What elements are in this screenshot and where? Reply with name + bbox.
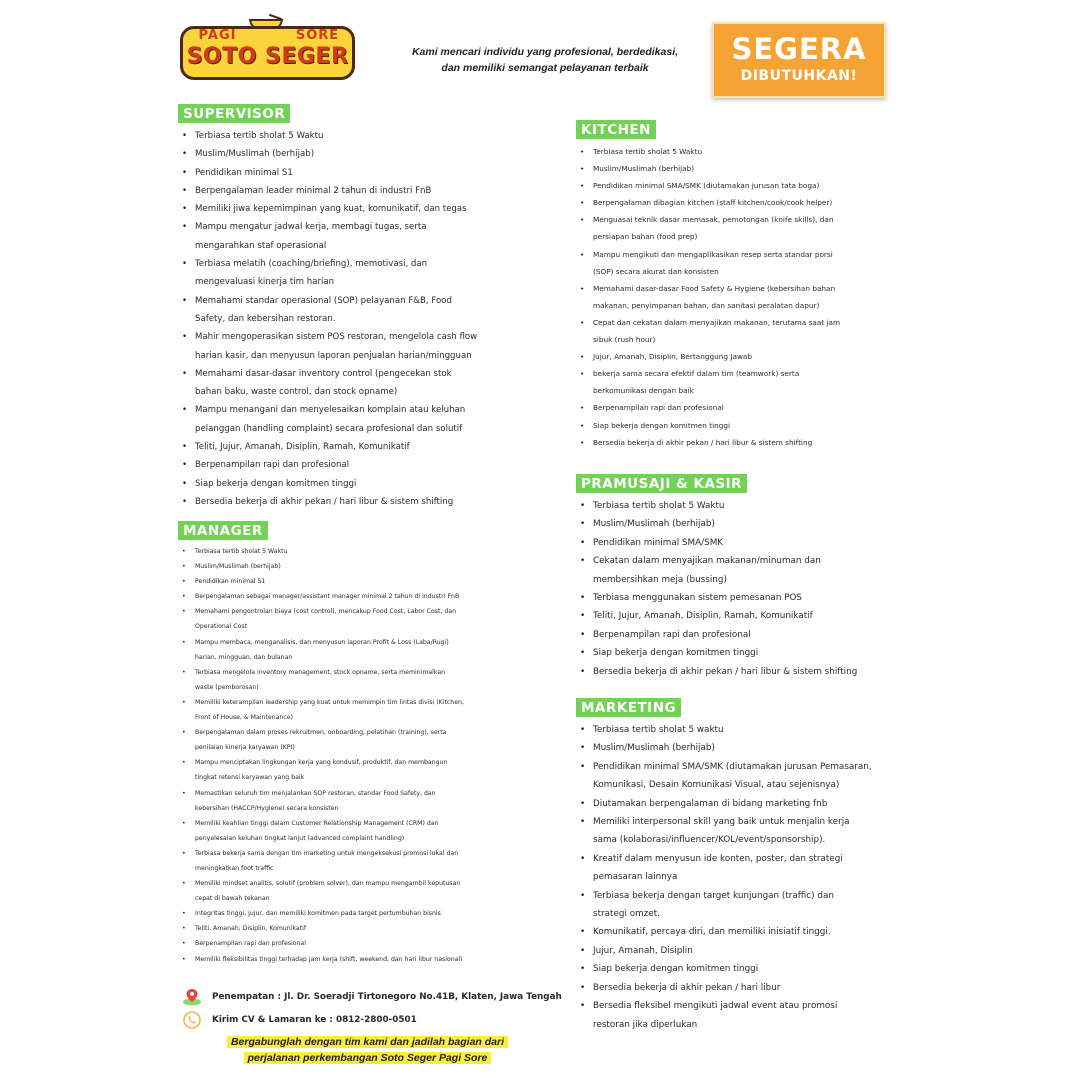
map-pin-icon <box>182 988 202 1006</box>
list-item: • Kreatif dalam menyusun ide konten, poster, dan strategi <box>576 850 906 868</box>
list-item: • Muslim/Muslimah (berhijab) <box>576 515 906 533</box>
list-item-continuation: Operational Cost <box>195 623 248 631</box>
list-item: • Berpengalaman dalam proses rekruitmen, onboarding, pelatihan (training), serta <box>178 725 548 740</box>
brand-logo <box>180 14 355 80</box>
list-item: • Komunikatif, percaya diri, dan memiliki inisiatif tinggi. <box>576 923 906 941</box>
list-item: • Jujur, Amanah, Disiplin, Bertanggung Jawab <box>576 348 906 365</box>
list-item-continuation: cepat di bawah tekanan <box>195 895 270 903</box>
list-item: • Bersedia bekerja di akhir pekan / hari libur <box>576 979 906 997</box>
requirements-list-supervisor <box>178 127 538 511</box>
requirements-list-manager <box>178 544 548 967</box>
list-item: • Pendidikan minimal SMA/SMK (diutamakan jurusan tata boga) <box>576 177 906 194</box>
list-item: • Memiliki keterampilan leadership yang kuat untuk memimpin tim lintas divisi (Kitchen, <box>178 695 548 710</box>
list-item-continuation: mengarahkan staf operasional <box>195 240 327 251</box>
list-item-continuation: harian, mingguan, dan bulanan <box>195 653 293 661</box>
logo-title: SOTO SEGER <box>186 44 349 69</box>
list-item-continuation: membersihkan meja (bussing) <box>593 574 727 585</box>
list-item-continuation: berkomunikasi dengan baik <box>593 386 694 396</box>
placement-info <box>182 988 562 1006</box>
tagline-line-1: Kami mencari individu yang profesional, berdedikasi, <box>411 46 679 58</box>
list-item: • Muslim/Muslimah (berhijab) <box>178 145 538 163</box>
list-item: • Terbiasa bekerja sama dengan tim marketing untuk mengeksekusi promosi lokal dan <box>178 846 548 861</box>
list-item-continuation: Front of House, & Maintenance) <box>195 714 293 722</box>
list-item: • Mampu menangani dan menyelesaikan komplain atau keluhan <box>178 401 538 419</box>
list-item-continuation: tingkat retensi karyawan yang baik <box>195 774 305 782</box>
section-manager <box>178 520 548 967</box>
urgent-banner <box>712 22 886 98</box>
list-item: • Terbiasa mengelola inventory management, stock opname, serta meminimalkan <box>178 665 548 680</box>
urgent-title: SEGERA <box>731 32 867 66</box>
list-item-continuation: mengevaluasi kinerja tim harian <box>195 277 335 288</box>
logo-subtitle <box>180 28 355 43</box>
list-item-continuation: penyelesaian keluhan tingkat lanjut (advanced complaint handling) <box>195 834 405 842</box>
list-item: • Menguasai teknik dasar memasak, pemotongan (knife skills), dan <box>576 211 906 228</box>
list-item-continuation: sama (kolaborasi/influencer/KOL/event/sponsorship). <box>593 835 826 846</box>
list-item: • Mampu mengatur jadwal kerja, membagi tugas, serta <box>178 218 538 236</box>
list-item: • Muslim/Muslimah (berhijab) <box>178 559 548 574</box>
list-item-continuation: waste (pemborosan) <box>195 683 259 691</box>
list-item: • Terbiasa tertib sholat 5 Waktu <box>576 497 906 515</box>
list-item: • Siap bekerja dengan komitmen tinggi <box>576 960 906 978</box>
list-item: • Pendidikan minimal S1 <box>178 574 548 589</box>
list-item: • Siap bekerja dengan komitmen tinggi <box>576 644 906 662</box>
list-item: • Siap bekerja dengan komitmen tinggi <box>576 417 906 434</box>
requirements-list-kitchen <box>576 143 906 451</box>
list-item: • Teliti, Jujur, Amanah, Disiplin, Ramah, Komunikatif <box>178 438 538 456</box>
list-item: • Pendidikan minimal S1 <box>178 164 538 182</box>
list-item-continuation: sibuk (rush hour) <box>593 335 656 345</box>
list-item: • Cepat dan cekatan dalam menyajikan makanan, terutama saat jam <box>576 314 906 331</box>
list-item-continuation: makanan, penyimpanan bahan, dan sanitasi peralatan dapur) <box>593 300 820 310</box>
logo-word-sore: SORE <box>295 28 340 43</box>
section-pramusaji-kasir <box>576 473 906 681</box>
list-item-continuation: kebersihan (HACCP/Hygiene) secara konsisten <box>195 804 339 812</box>
list-item-continuation: Safety, dan kebersihan restoran. <box>195 313 336 324</box>
list-item: • Cekatan dalam menyajikan makanan/minuman dan <box>576 552 906 570</box>
list-item: • Pendidikan minimal SMA/SMK <box>576 534 906 552</box>
section-supervisor <box>178 103 538 511</box>
list-item-continuation: pelanggan (handling complaint) secara profesional dan solutif <box>195 423 463 434</box>
section-title-manager: MANAGER <box>178 521 268 540</box>
list-item: • Pendidikan minimal SMA/SMK (diutamakan jurusan Pemasaran, <box>576 758 906 776</box>
list-item: • Berpengalaman sebagai manager/assistant manager minimal 2 tahun di industri FnB <box>178 589 548 604</box>
tagline-line-2: dan memiliki semangat pelayanan terbaik <box>441 62 649 74</box>
list-item: • Terbiasa tertib sholat 5 Waktu <box>576 143 906 160</box>
list-item: • Terbiasa melatih (coaching/briefing), memotivasi, dan <box>178 255 538 273</box>
list-item-continuation: bahan baku, waste control, dan stock opname) <box>195 387 398 398</box>
list-item: • Berpenampilan rapi dan profesional <box>178 456 538 474</box>
list-item: • Terbiasa tertib sholat 5 waktu <box>576 721 906 739</box>
section-title-pramusaji-kasir: PRAMUSAJI & KASIR <box>576 474 747 493</box>
list-item: • Jujur, Amanah, Disiplin <box>576 942 906 960</box>
contact-info <box>182 1011 417 1029</box>
list-item: • Memiliki interpersonal skill yang baik untuk menjalin kerja <box>576 813 906 831</box>
list-item: • Mampu mengikuti dan mengaplikasikan resep serta standar porsi <box>576 246 906 263</box>
list-item: • Integritas tinggi, jujur, dan memiliki komitmen pada target pertumbuhan bisnis <box>178 906 548 921</box>
list-item: • Muslim/Muslimah (berhijab) <box>576 160 906 177</box>
list-item-continuation: persiapan bahan (food prep) <box>593 232 698 242</box>
list-item: • Terbiasa tertib sholat 5 Waktu <box>178 127 538 145</box>
list-item: • Terbiasa bekerja dengan target kunjungan (traffic) dan <box>576 887 906 905</box>
list-item: • Bersedia fleksibel mengikuti jadwal event atau promosi <box>576 997 906 1015</box>
list-item: • Bersedia bekerja di akhir pekan / hari libur & sistem shifting <box>576 663 906 681</box>
list-item: • Berpenampilan rapi dan profesional <box>576 626 906 644</box>
list-item: • Bersedia bekerja di akhir pekan / hari libur & sistem shifting <box>576 434 906 451</box>
section-title-kitchen: KITCHEN <box>576 120 656 139</box>
list-item-continuation: restoran jika diperlukan <box>593 1019 698 1030</box>
list-item: • Memahami standar operasional (SOP) pelayanan F&B, Food <box>178 292 538 310</box>
list-item: • Terbiasa menggunakan sistem pemesanan POS <box>576 589 906 607</box>
closing-message <box>225 1034 510 1066</box>
logo-word-pagi: PAGI <box>198 28 237 43</box>
list-item: • Teliti, Amanah, Disiplin, Komunikatif <box>178 921 548 936</box>
placement-text: Penempatan : Jl. Dr. Soeradji Tirtonegoro No.41B, Klaten, Jawa Tengah <box>212 992 562 1002</box>
list-item: • Teliti, Jujur, Amanah, Disiplin, Ramah, Komunikatif <box>576 607 906 625</box>
requirements-list-pramusaji-kasir <box>576 497 906 681</box>
list-item: • Muslim/Muslimah (berhijab) <box>576 739 906 757</box>
list-item: • Memiliki jiwa kepemimpinan yang kuat, komunikatif, dan tegas <box>178 200 538 218</box>
contact-text: Kirim CV & Lamaran ke : 0812-2800-0501 <box>212 1015 417 1025</box>
list-item: • Memastikan seluruh tim menjalankan SOP restoran, standar Food Safety, dan <box>178 786 548 801</box>
section-marketing <box>576 697 906 1034</box>
header-tagline <box>385 44 705 76</box>
requirements-list-marketing <box>576 721 906 1034</box>
list-item: • Memahami dasar-dasar Food Safety & Hygiene (kebersihan bahan <box>576 280 906 297</box>
section-title-supervisor: SUPERVISOR <box>178 104 290 123</box>
list-item-continuation: pemasaran lainnya <box>593 872 678 883</box>
list-item-continuation: penilaian kinerja karyawan (KPI) <box>195 744 295 752</box>
list-item: • Diutamakan berpengalaman di bidang marketing fnb <box>576 795 906 813</box>
list-item: • Berpenampilan rapi dan profesional <box>178 936 548 951</box>
list-item: • bekerja sama secara efektif dalam tim (teamwork) serta <box>576 365 906 382</box>
list-item: • Mampu membaca, menganalisis, dan menyusun laporan Profit & Loss (Laba/Rugi) <box>178 635 548 650</box>
list-item: • Memiliki keahlian tinggi dalam Customer Relationship Management (CRM) dan <box>178 816 548 831</box>
list-item: • Memiliki fleksibilitas tinggi terhadap jam kerja (shift, weekend, dan hari libur nasional) <box>178 952 548 967</box>
list-item-continuation: harian kasir, dan menyusun laporan penjualan harian/mingguan <box>195 350 472 361</box>
list-item-continuation: Komunikasi, Desain Komunikasi Visual, atau sejenisnya) <box>593 780 840 791</box>
section-kitchen <box>576 119 906 451</box>
list-item: • Terbiasa tertib sholat 5 Waktu <box>178 544 548 559</box>
list-item-continuation: strategi omzet. <box>593 909 660 920</box>
section-title-marketing: MARKETING <box>576 698 681 717</box>
urgent-subtitle: DIBUTUHKAN! <box>740 68 858 84</box>
list-item: • Memahami pengontrolan biaya (cost control), mencakup Food Cost, Labor Cost, dan <box>178 604 548 619</box>
list-item: • Memiliki mindset analitis, solutif (problem solver), dan mampu mengambil keputusan <box>178 876 548 891</box>
list-item: • Berpengalaman leader minimal 2 tahun di industri FnB <box>178 182 538 200</box>
list-item: • Berpengalaman dibagian kitchen (staff kitchen/cook/cook helper) <box>576 194 906 211</box>
closing-line-2: perjalanan perkembangan Soto Seger Pagi Sore <box>244 1052 492 1064</box>
list-item: • Berpenampilan rapi dan profesional <box>576 399 906 416</box>
list-item: • Mahir mengoperasikan sistem POS restoran, mengelola cash flow <box>178 328 538 346</box>
list-item: • Memahami dasar-dasar inventory control (pengecekan stok <box>178 365 538 383</box>
list-item: • Siap bekerja dengan komitmen tinggi <box>178 475 538 493</box>
list-item: • Bersedia bekerja di akhir pekan / hari libur & sistem shifting <box>178 493 538 511</box>
list-item: • Mampu menciptakan lingkungan kerja yang kondusif, produktif, dan membangun <box>178 755 548 770</box>
list-item-continuation: meningkatkan foot traffic <box>195 864 274 872</box>
closing-line-1: Bergabunglah dengan tim kami dan jadilah bagian dari <box>227 1036 508 1048</box>
list-item-continuation: (SOP) secara akurat dan konsisten <box>593 266 719 276</box>
phone-icon <box>182 1011 202 1029</box>
